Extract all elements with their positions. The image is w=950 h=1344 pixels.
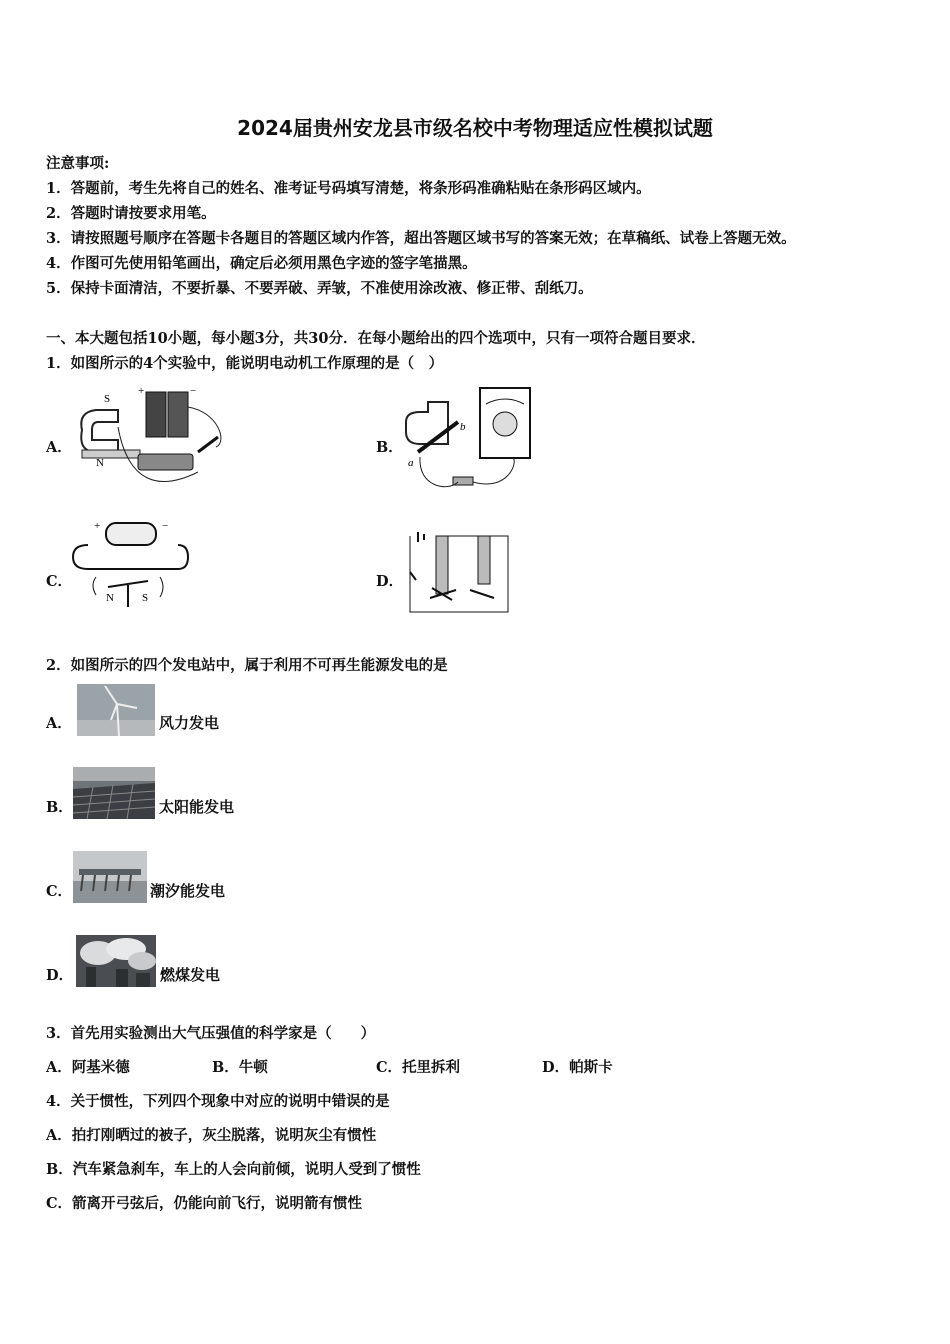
q3-option-a: A．阿基米德 <box>46 1059 130 1076</box>
solar-panel-photo <box>73 767 155 819</box>
battery-minus-label: − <box>162 520 169 532</box>
horseshoe-magnet-icon <box>81 410 118 452</box>
base-plate-icon <box>82 450 140 458</box>
coal-power-photo <box>76 935 156 987</box>
pole-label-s: S <box>142 592 149 604</box>
q1-figure-c <box>68 515 193 610</box>
q1-option-d-label: D． <box>376 573 404 590</box>
circuit-wire-icon <box>410 536 508 612</box>
q1-figure-d <box>400 528 512 618</box>
electromagnet-coil-icon <box>478 536 490 584</box>
wire-icon <box>188 407 221 447</box>
q1-figure-a <box>68 382 233 497</box>
rheostat-icon <box>138 454 193 470</box>
battery-minus-label: − <box>190 385 197 397</box>
battery-plus-label: + <box>138 385 145 397</box>
question-4-stem: 4．关于惯性，下列四个现象中对应的说明中错误的是 <box>46 1093 390 1110</box>
q2-option-b-label: B． <box>46 799 73 816</box>
q1-option-b-label: B． <box>376 439 403 456</box>
question-1-stem: 1．如图所示的4个实验中，能说明电动机工作原理的是（ ） <box>46 355 444 372</box>
battery-icon <box>168 392 188 437</box>
q4-option-c: C．箭离开弓弦后，仍能向前飞行，说明箭有惯性 <box>46 1195 363 1212</box>
wire-loop-icon <box>73 545 188 569</box>
battery-icon <box>106 523 156 545</box>
notice-item: 1．答题前，考生先将自己的姓名、准考证号码填写清楚，将条形码准确粘贴在条形码区域内。 <box>46 180 651 197</box>
q2-option-a-text: 风力发电 <box>159 714 220 732</box>
notice-heading: 注意事项: <box>46 155 110 172</box>
tidal-power-photo <box>73 851 147 903</box>
pole-label-n: N <box>96 457 104 469</box>
rotation-arrow-icon <box>93 577 96 595</box>
notice-item: 5．保持卡面清洁，不要折暴、不要弄破、弄皱，不准使用涂改液、修正带、刮纸刀。 <box>46 280 593 297</box>
notice-item: 2．答题时请按要求用笔。 <box>46 205 216 222</box>
q4-option-a: A．拍打刚晒过的被子，灰尘脱落，说明灰尘有惯性 <box>46 1127 377 1144</box>
galvanometer-dial-icon <box>493 412 517 436</box>
notice-item: 4．作图可先使用铅笔画出，确定后必须用黑色字迹的签字笔描黑。 <box>46 255 477 272</box>
q2-option-a-label: A． <box>46 715 72 732</box>
pole-label-s: S <box>104 393 111 405</box>
switch-icon <box>198 437 218 452</box>
q1-option-c-label: C． <box>46 573 73 590</box>
battery-icon <box>146 392 166 437</box>
question-3-stem: 3．首先用实验测出大气压强值的科学家是（ ） <box>46 1025 376 1042</box>
rod-label-b: b <box>460 421 466 433</box>
q3-option-b: B．牛顿 <box>212 1059 268 1076</box>
question-2-stem: 2．如图所示的四个发电站中，属于利用不可再生能源发电的是 <box>46 657 448 674</box>
rod-label-a: a <box>408 457 414 469</box>
q2-option-d-text: 燃煤发电 <box>160 966 221 984</box>
section-heading: 一、本大题包括10小题，每小题3分，共30分．在每小题给出的四个选项中，只有一项符合题目要求． <box>46 330 706 347</box>
q3-option-c: C．托里拆利 <box>376 1059 461 1076</box>
wind-turbine-photo <box>77 684 155 736</box>
q2-option-b-text: 太阳能发电 <box>159 798 235 816</box>
pole-label-n: N <box>106 592 114 604</box>
q2-option-c-label: C． <box>46 883 73 900</box>
wire-icon <box>473 458 514 484</box>
wire-icon <box>420 457 458 487</box>
q2-option-c-text: 潮汐能发电 <box>150 882 226 900</box>
battery-plus-label: + <box>94 520 101 532</box>
q4-option-b: B．汽车紧急刹车，车上的人会向前倾，说明人受到了惯性 <box>46 1161 421 1178</box>
q2-option-d-label: D． <box>46 967 74 984</box>
notice-item: 3．请按照题号顺序在答题卡各题目的答题区域内作答，超出答题区域书写的答案无效；在草稿纸、试卷上答题无效。 <box>46 230 796 247</box>
horseshoe-magnet-icon <box>406 402 448 444</box>
page-title: 2024届贵州安龙县市级名校中考物理适应性模拟试题 <box>237 116 713 140</box>
electromagnet-coil-icon <box>436 536 448 594</box>
q1-figure-b <box>398 382 538 497</box>
q1-option-a-label: A． <box>46 439 72 456</box>
q3-option-d: D．帕斯卡 <box>542 1059 613 1076</box>
switch-icon <box>410 572 416 580</box>
rotation-arrow-icon <box>160 577 163 597</box>
